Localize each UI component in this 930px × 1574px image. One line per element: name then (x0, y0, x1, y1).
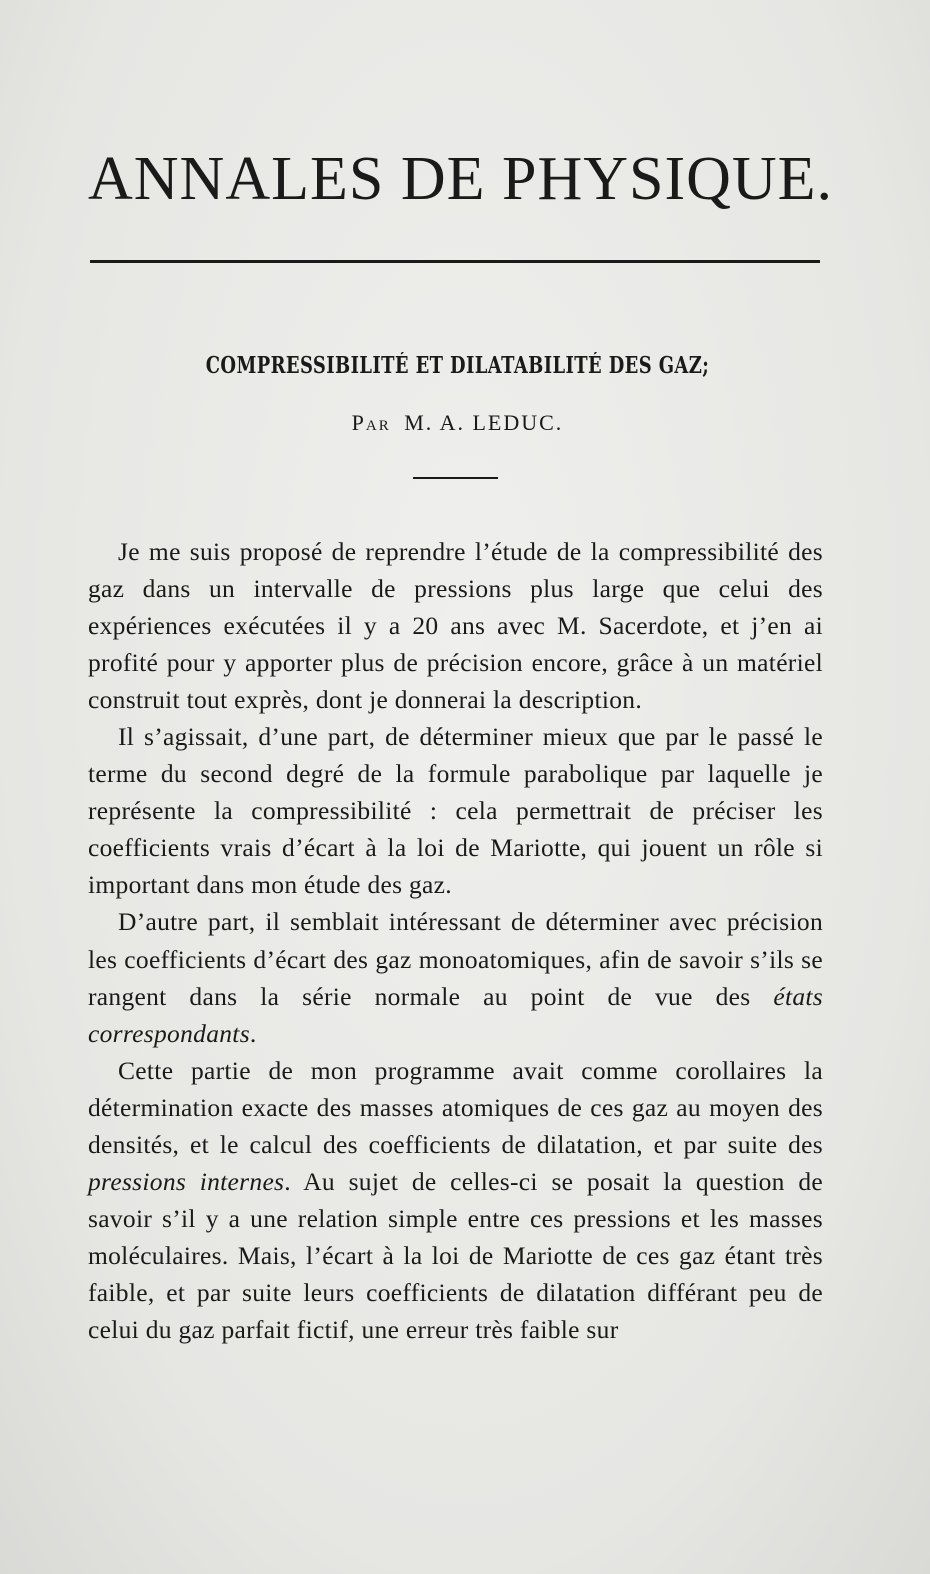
byline-prefix: Par (351, 410, 391, 435)
paragraph-3-text: D’autre part, il semblait intéressant de déterminer avec précision les coefficients d’écart des gaz monoatomiques, afin de savoir s’ils se rangent dans la série normale au point de vue des (88, 907, 823, 1011)
paragraph-4 (88, 1052, 823, 1348)
emphasis-etats-correspondants: états correspondants (88, 981, 823, 1048)
article-body (88, 533, 823, 1348)
section-divider (413, 477, 498, 479)
byline (90, 410, 825, 436)
paragraph-3 (88, 903, 823, 1051)
emphasis-pressions-internes: pressions internes (88, 1166, 285, 1196)
paragraph-4-end: . Au sujet de celles-ci se posait la question de savoir s’il y a une relation simple entre ces pressions et les masses moléculaires. Mais, l’écart à la loi de Mariotte de ces gaz étant très faible, et par suite leurs coefficients de dilatation différant peu de celui du gaz parfait fictif, une erreur très faible sur (88, 1166, 823, 1344)
byline-author: M. A. LEDUC. (404, 410, 564, 435)
paragraph-2: Il s’agissait, d’une part, de déterminer mieux que par le passé le terme du second degré de la formule parabolique par laquelle je représente la compressibilité : cela permettrait de préciser les coefficients vrais d’écart à la loi de Mariotte, qui jouent un rôle si important dans mon étude des gaz. (88, 722, 823, 900)
article-title: COMPRESSIBILITÉ ET DILATABILITÉ DES GAZ; (205, 352, 710, 379)
paragraph-4-text: Cette partie de mon programme avait comme corollaires la détermination exacte des masses atomiques de ces gaz au moyen des densités, et le calcul des coefficients de dilatation, et par suite des (88, 1055, 823, 1159)
journal-title: ANNALES DE PHYSIQUE. (88, 145, 834, 213)
paragraph-3-end: . (249, 1018, 257, 1048)
header-rule (90, 260, 820, 263)
paragraph-1: Je me suis proposé de reprendre l’étude de la compressibilité des gaz dans un intervalle de pressions plus large que celui des expériences exécutées il y a 20 ans avec M. Sacerdote, et j’en ai profité pour y apporter plus de précision encore, grâce à un matériel construit tout exprès, dont je donnerai la description. (88, 537, 823, 715)
